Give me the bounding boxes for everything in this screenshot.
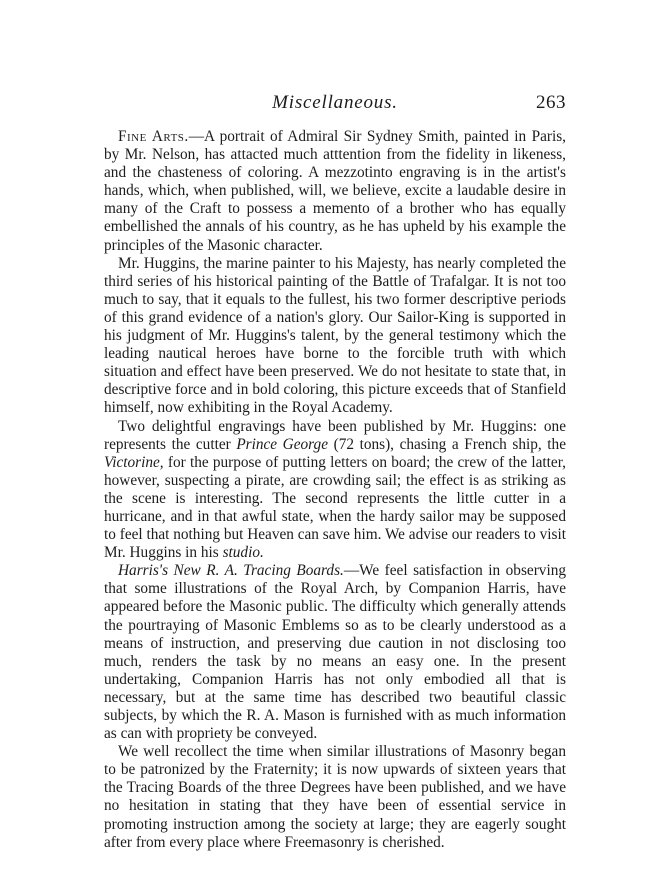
- paragraph-tracing-boards: [104, 562, 566, 743]
- paragraph-huggins-engravings: [104, 418, 566, 563]
- ship-name-prince-george: Prince George: [236, 435, 328, 453]
- paragraph-text: Two delightful engravings have been published by Mr. Huggins: one represents the cutter: [104, 417, 566, 453]
- paragraph-text: —A portrait of Admiral Sir Sydney Smith, painted in Paris, by Mr. Nelson, has attacted much atttention from the fidelity in likeness, and the chasteness of coloring. A mezzotinto engraving is in the artist's hands, which, when published, will, we believe, excite a laudable desire in many of the Craft to possess a memento of a brother who has equally embellished the annals of his country, as he has upheld by his example the principles of the Masonic character.: [104, 128, 566, 254]
- paragraph-text: —We feel satisfaction in observing that some illustrations of the Royal Arch, by Companion Harris, have appeared before the Masonic public. The difficulty which generally attends the pourtraying of Masonic Emblems so as to be clearly understood as a means of instruction, and preserving due caution in not disclosing too much, renders the task by no means an easy one. In the present undertaking, Companion Harris has not only embodied all that is necessary, but at the same time has described two beautiful classic subjects, by which the R. A. Mason is furnished with as much information as can with propriety be conveyed.: [104, 562, 566, 743]
- paragraph-recollection: [104, 743, 566, 852]
- body-text: [104, 128, 566, 852]
- section-lead-fine-arts: Fine Arts.: [118, 128, 189, 145]
- page-number: 263: [536, 92, 566, 113]
- paragraph-text: Mr. Huggins, the marine painter to his Majesty, has nearly completed the third series of his historical painting of the Battle of Trafalgar. It is not too much to say, that it equals to the fullest, his two former descriptive periods of this grand evidence of a nation's glory. Our Sailor-King is supported in his judgment of Mr. Huggins's talent, by the general testimony which the leading nautical heroes have borne to the forcible truth with which situation and effect have been preserved. We do not hesitate to state that, in descriptive force and in bold coloring, this picture exceeds that of Stanfield himself, now exhibiting in the Royal Academy.: [104, 254, 566, 417]
- running-title: Miscellaneous.: [272, 92, 398, 113]
- paragraph-text: We well recollect the time when similar illustrations of Masonry began to be patronized by the Fraternity; it is now upwards of sixteen years that the Tracing Boards of the three Degrees have been published, and we have no hesitation in stating that they have been of essential service in promoting instruction among the society at large; they are eagerly sought after from every place where Freemasonry is cherished.: [104, 743, 566, 851]
- paragraph-text: for the purpose of putting letters on board; the crew of the latter, however, suspecting a pirate, are crowding sail; the effect is as striking as the scene is interesting. The second represents the little cutter in a hurricane, and in that awful state, when the hardy sailor may be supposed to feel that nothing but Heaven can save him. We advise our readers to visit Mr. Huggins in his: [104, 453, 566, 562]
- section-lead-tracing-boards: Harris's New R. A. Tracing Boards.: [118, 562, 344, 580]
- paragraph-fine-arts: [104, 128, 566, 255]
- paragraph-huggins-painting: [104, 255, 566, 418]
- paragraph-text: (72 tons), chasing a French ship, the: [328, 435, 566, 453]
- running-head: [104, 92, 566, 118]
- ship-name-victorine: Victorine,: [104, 453, 164, 471]
- studio-word: studio.: [222, 544, 264, 562]
